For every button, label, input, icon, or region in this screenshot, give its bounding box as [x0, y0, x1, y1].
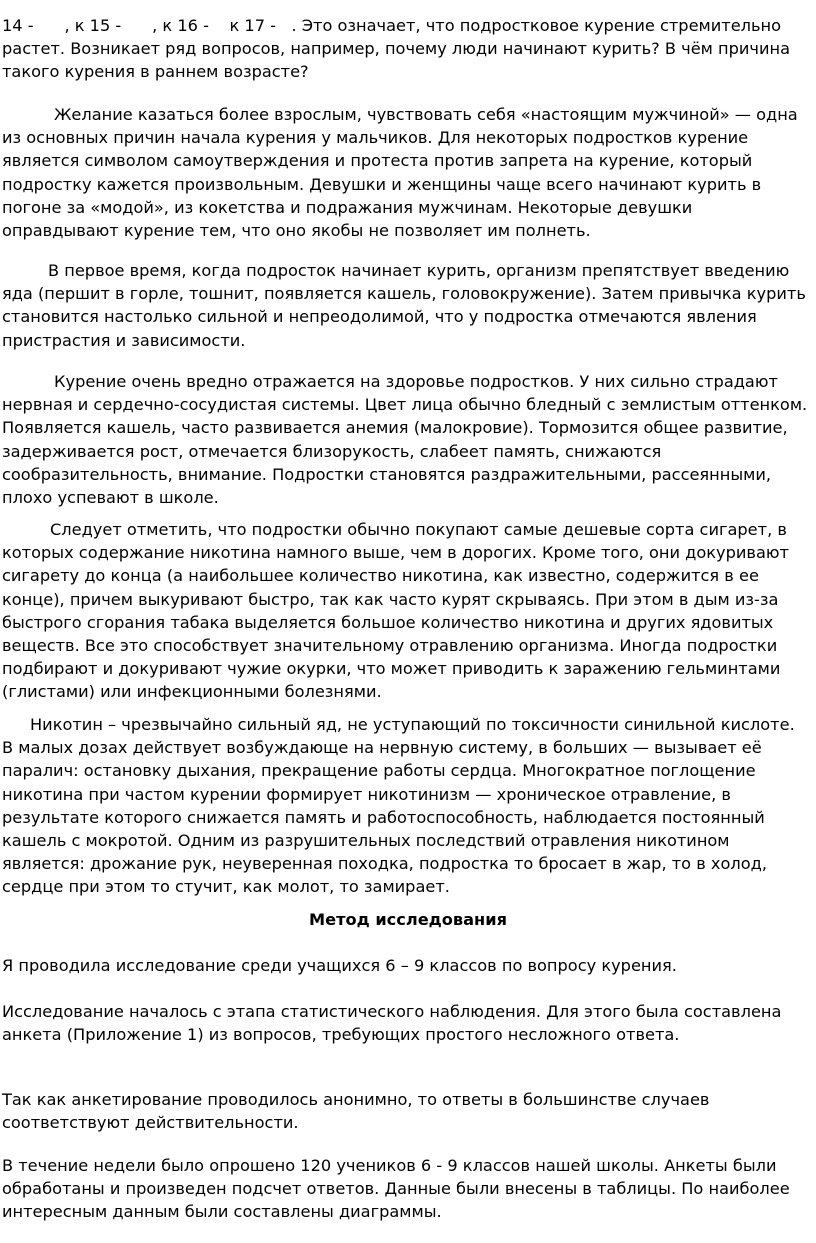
paragraph-motivation-text: Желание казаться более взрослым, чувствовать себя «настоящим мужчиной» — одна из основных причин начала курения у мальчиков. Для некоторых подростков курение является символом самоутверждения и протеста против запрета на курение, который подростку кажется произвольным. Девушки и женщины чаще всего начинают курить в погоне за «модой», из кокетства и подражания мужчинам. Некоторые девушки оправдывают курение тем, что оно якобы не позволяет им полнеть. [2, 105, 798, 241]
paragraph-cheap-cigarettes-text: Следует отметить, что подростки обычно покупают самые дешевые сорта сигарет, в которых содержание никотина намного выше, чем в дорогих. Кроме того, они докуривают сигарету до конца (а наибольшее количество никотина, как известно, содержится в ее конце), причем выкуривают быстро, так как часто курят скрываясь. При этом в дым из-за быстрого сгорания табака выделяется большое количество никотина и других ядовитых веществ. Все это способствует значительному отравлению организма. Иногда подростки подбирают и докуривают чужие окурки, что может приводить к заражению гельминтами (глистами) или инфекционными болезнями. [2, 520, 789, 702]
paragraph-method-results: В течение недели было опрошено 120 учеников 6 - 9 классов нашей школы. Анкеты были обработаны и произведен подсчет ответов. Данные были внесены в таблицы. По наиболее интересным данным были составлены диаграммы. [2, 1156, 790, 1222]
paragraph-organism-reaction [2, 259, 808, 352]
paragraph-statistics: 14 - , к 15 - , к 16 - к 17 - . Это означает, что подростковое курение стремительно растет. Возникает ряд вопросов, например, почему люди начинают курить? В чём причина такого курения в раннем возрасте? [2, 16, 796, 82]
paragraph-motivation [2, 103, 808, 242]
paragraph-organism-reaction-text: В первое время, когда подросток начинает курить, организм препятствует введению яда (першит в горле, тошнит, появляется кашель, головокружение). Затем привычка курить становится настолько сильной и непреодолимой, что у подростка отмечаются явления пристрастия и зависимости. [2, 261, 806, 350]
paragraph-method-anonymity: Так как анкетирование проводилось анонимно, то ответы в большинстве случаев соответствуют действительности. [2, 1090, 710, 1133]
paragraph-nicotine [2, 713, 808, 899]
section-heading: Метод исследования [309, 910, 507, 929]
paragraph-nicotine-text: Никотин – чрезвычайно сильный яд, не уступающий по токсичности синильной кислоте. В малых дозах действует возбуждающе на нервную систему, в больших — вызывает её паралич: остановку дыхания, прекращение работы сердца. Многократное поглощение никотина при частом курении формирует никотинизм — хроническое отравление, в результате которого снижается память и работоспособность, наблюдается постоянный кашель с мокротой. Одним из разрушительных последствий отравления никотином является: дрожание рук, неуверенная походка, подростка то бросает в жар, то в холод, сердце при этом то стучит, как молот, то замирает. [2, 715, 795, 897]
paragraph-cheap-cigarettes [2, 518, 808, 704]
paragraph-health-effects-text: Курение очень вредно отражается на здоровье подростков. У них сильно страдают нервная и сердечно-сосудистая системы. Цвет лица обычно бледный с землистым оттенком. Появляется кашель, часто развивается анемия (малокровие). Тормозится общее развитие, задерживается рост, отмечается близорукость, слабеет память, снижаются сообразительность, внимание. Подростки становятся раздражительными, рассеянными, плохо успевают в школе. [2, 372, 808, 508]
paragraph-method-survey: Исследование началось с этапа статистического наблюдения. Для этого была составлена анкета (Приложение 1) из вопросов, требующих простого несложного ответа. [2, 1002, 782, 1045]
paragraph-health-effects [2, 370, 808, 509]
paragraph-method-intro: Я проводила исследование среди учащихся 6 – 9 классов по вопросу курения. [2, 956, 677, 975]
